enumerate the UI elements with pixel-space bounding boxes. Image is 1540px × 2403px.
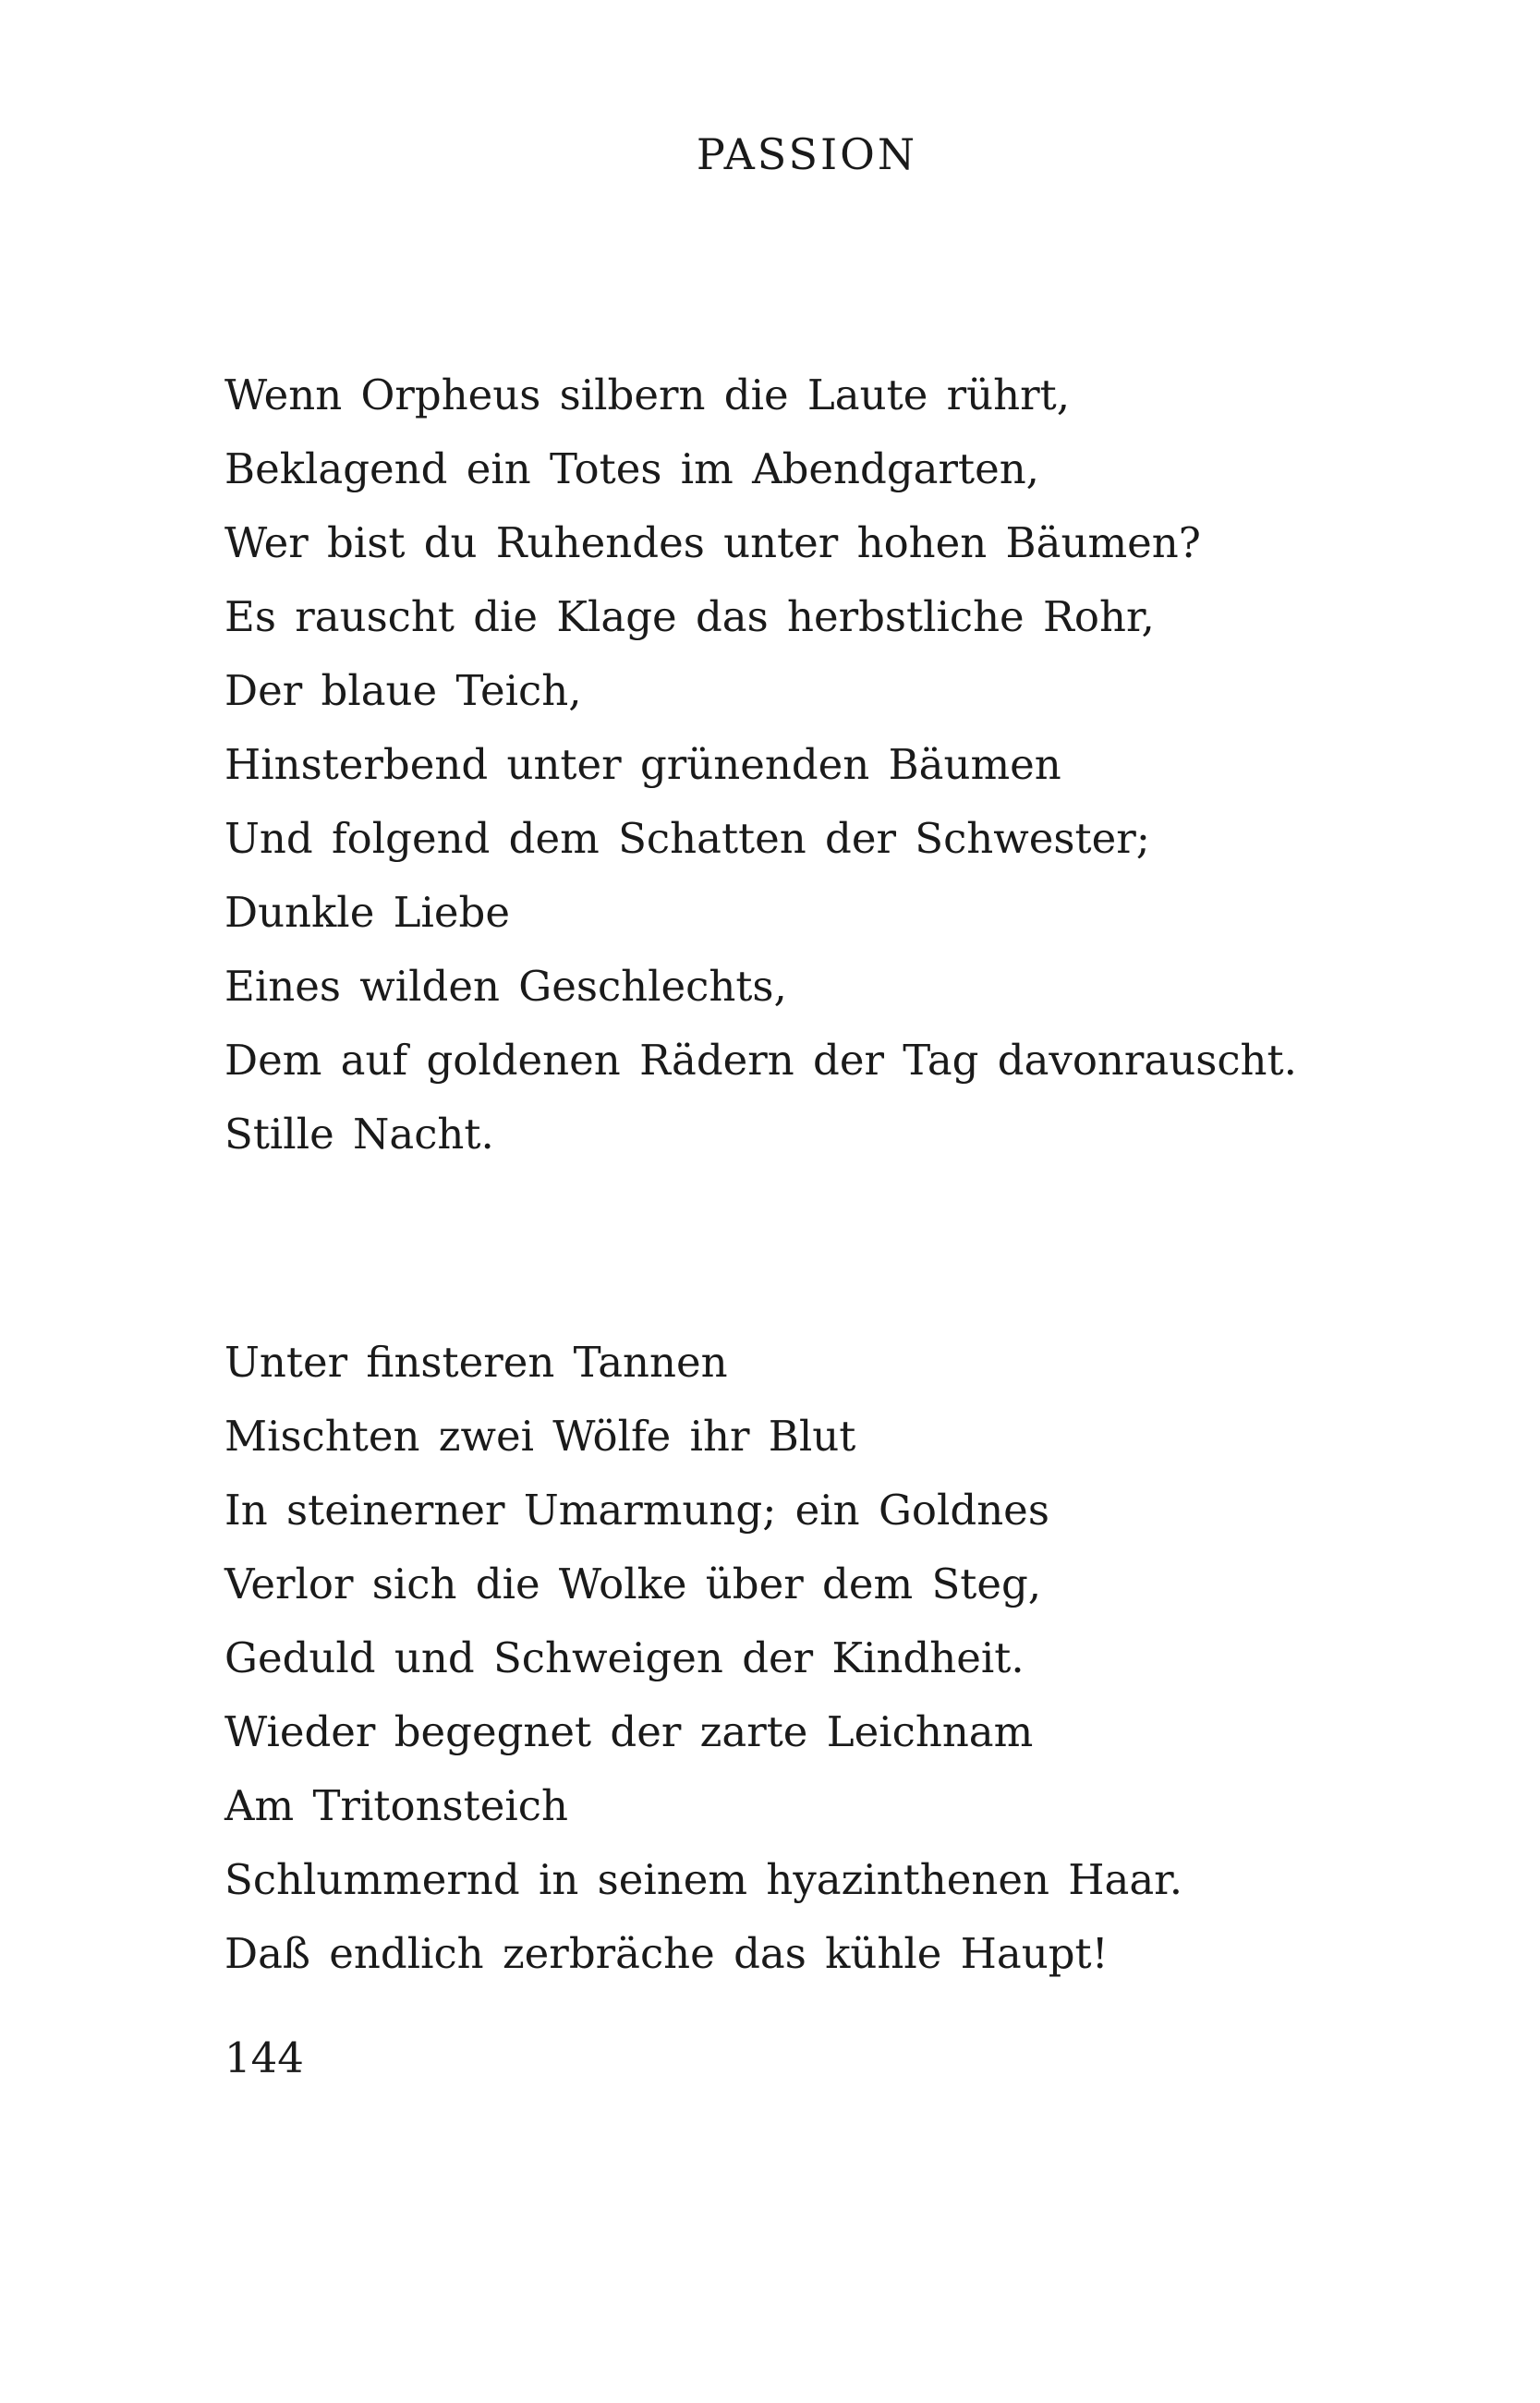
poem-line: Daß endlich zerbräche das kühle Haupt! [224, 1929, 1109, 1978]
poem-line: Wieder begegnet der zarte Leichnam [224, 1707, 1034, 1756]
page-title: PASSION [696, 129, 918, 179]
poem-line: Dunkle Liebe [224, 888, 510, 937]
poem-line: Wer bist du Ruhendes unter hohen Bäumen? [224, 518, 1201, 567]
poem-line: Unter finsteren Tannen [224, 1338, 728, 1387]
poem-line: Es rauscht die Klage das herbstliche Rohr, [224, 592, 1155, 641]
stanza-1 [224, 358, 1297, 1171]
poem-line: Geduld und Schweigen der Kindheit. [224, 1633, 1025, 1682]
poem-line: Eines wilden Geschlechts, [224, 962, 787, 1011]
poem-line: Beklagend ein Totes im Abendgarten, [224, 444, 1039, 493]
poem-line: Hinsterbend unter grünenden Bäumen [224, 740, 1061, 789]
poem-line: In steinerner Umarmung; ein Goldnes [224, 1486, 1049, 1535]
poem-line: Verlor sich die Wolke über dem Steg, [224, 1560, 1042, 1608]
poem-line: Wenn Orpheus silbern die Laute rührt, [224, 370, 1071, 419]
poem-line: Der blaue Teich, [224, 666, 582, 715]
poem-line: Und folgend dem Schatten der Schwester; [224, 814, 1150, 863]
poem-line: Stille Nacht. [224, 1110, 494, 1159]
page-number: 144 [224, 2033, 304, 2082]
poem-line: Dem auf goldenen Rädern der Tag davonrauscht. [224, 1036, 1297, 1085]
poem-line: Am Tritonsteich [224, 1781, 568, 1830]
poem-line: Mischten zwei Wölfe ihr Blut [224, 1412, 856, 1461]
stanza-2 [224, 1326, 1182, 1991]
poem-line: Schlummernd in seinem hyazinthenen Haar. [224, 1855, 1183, 1904]
